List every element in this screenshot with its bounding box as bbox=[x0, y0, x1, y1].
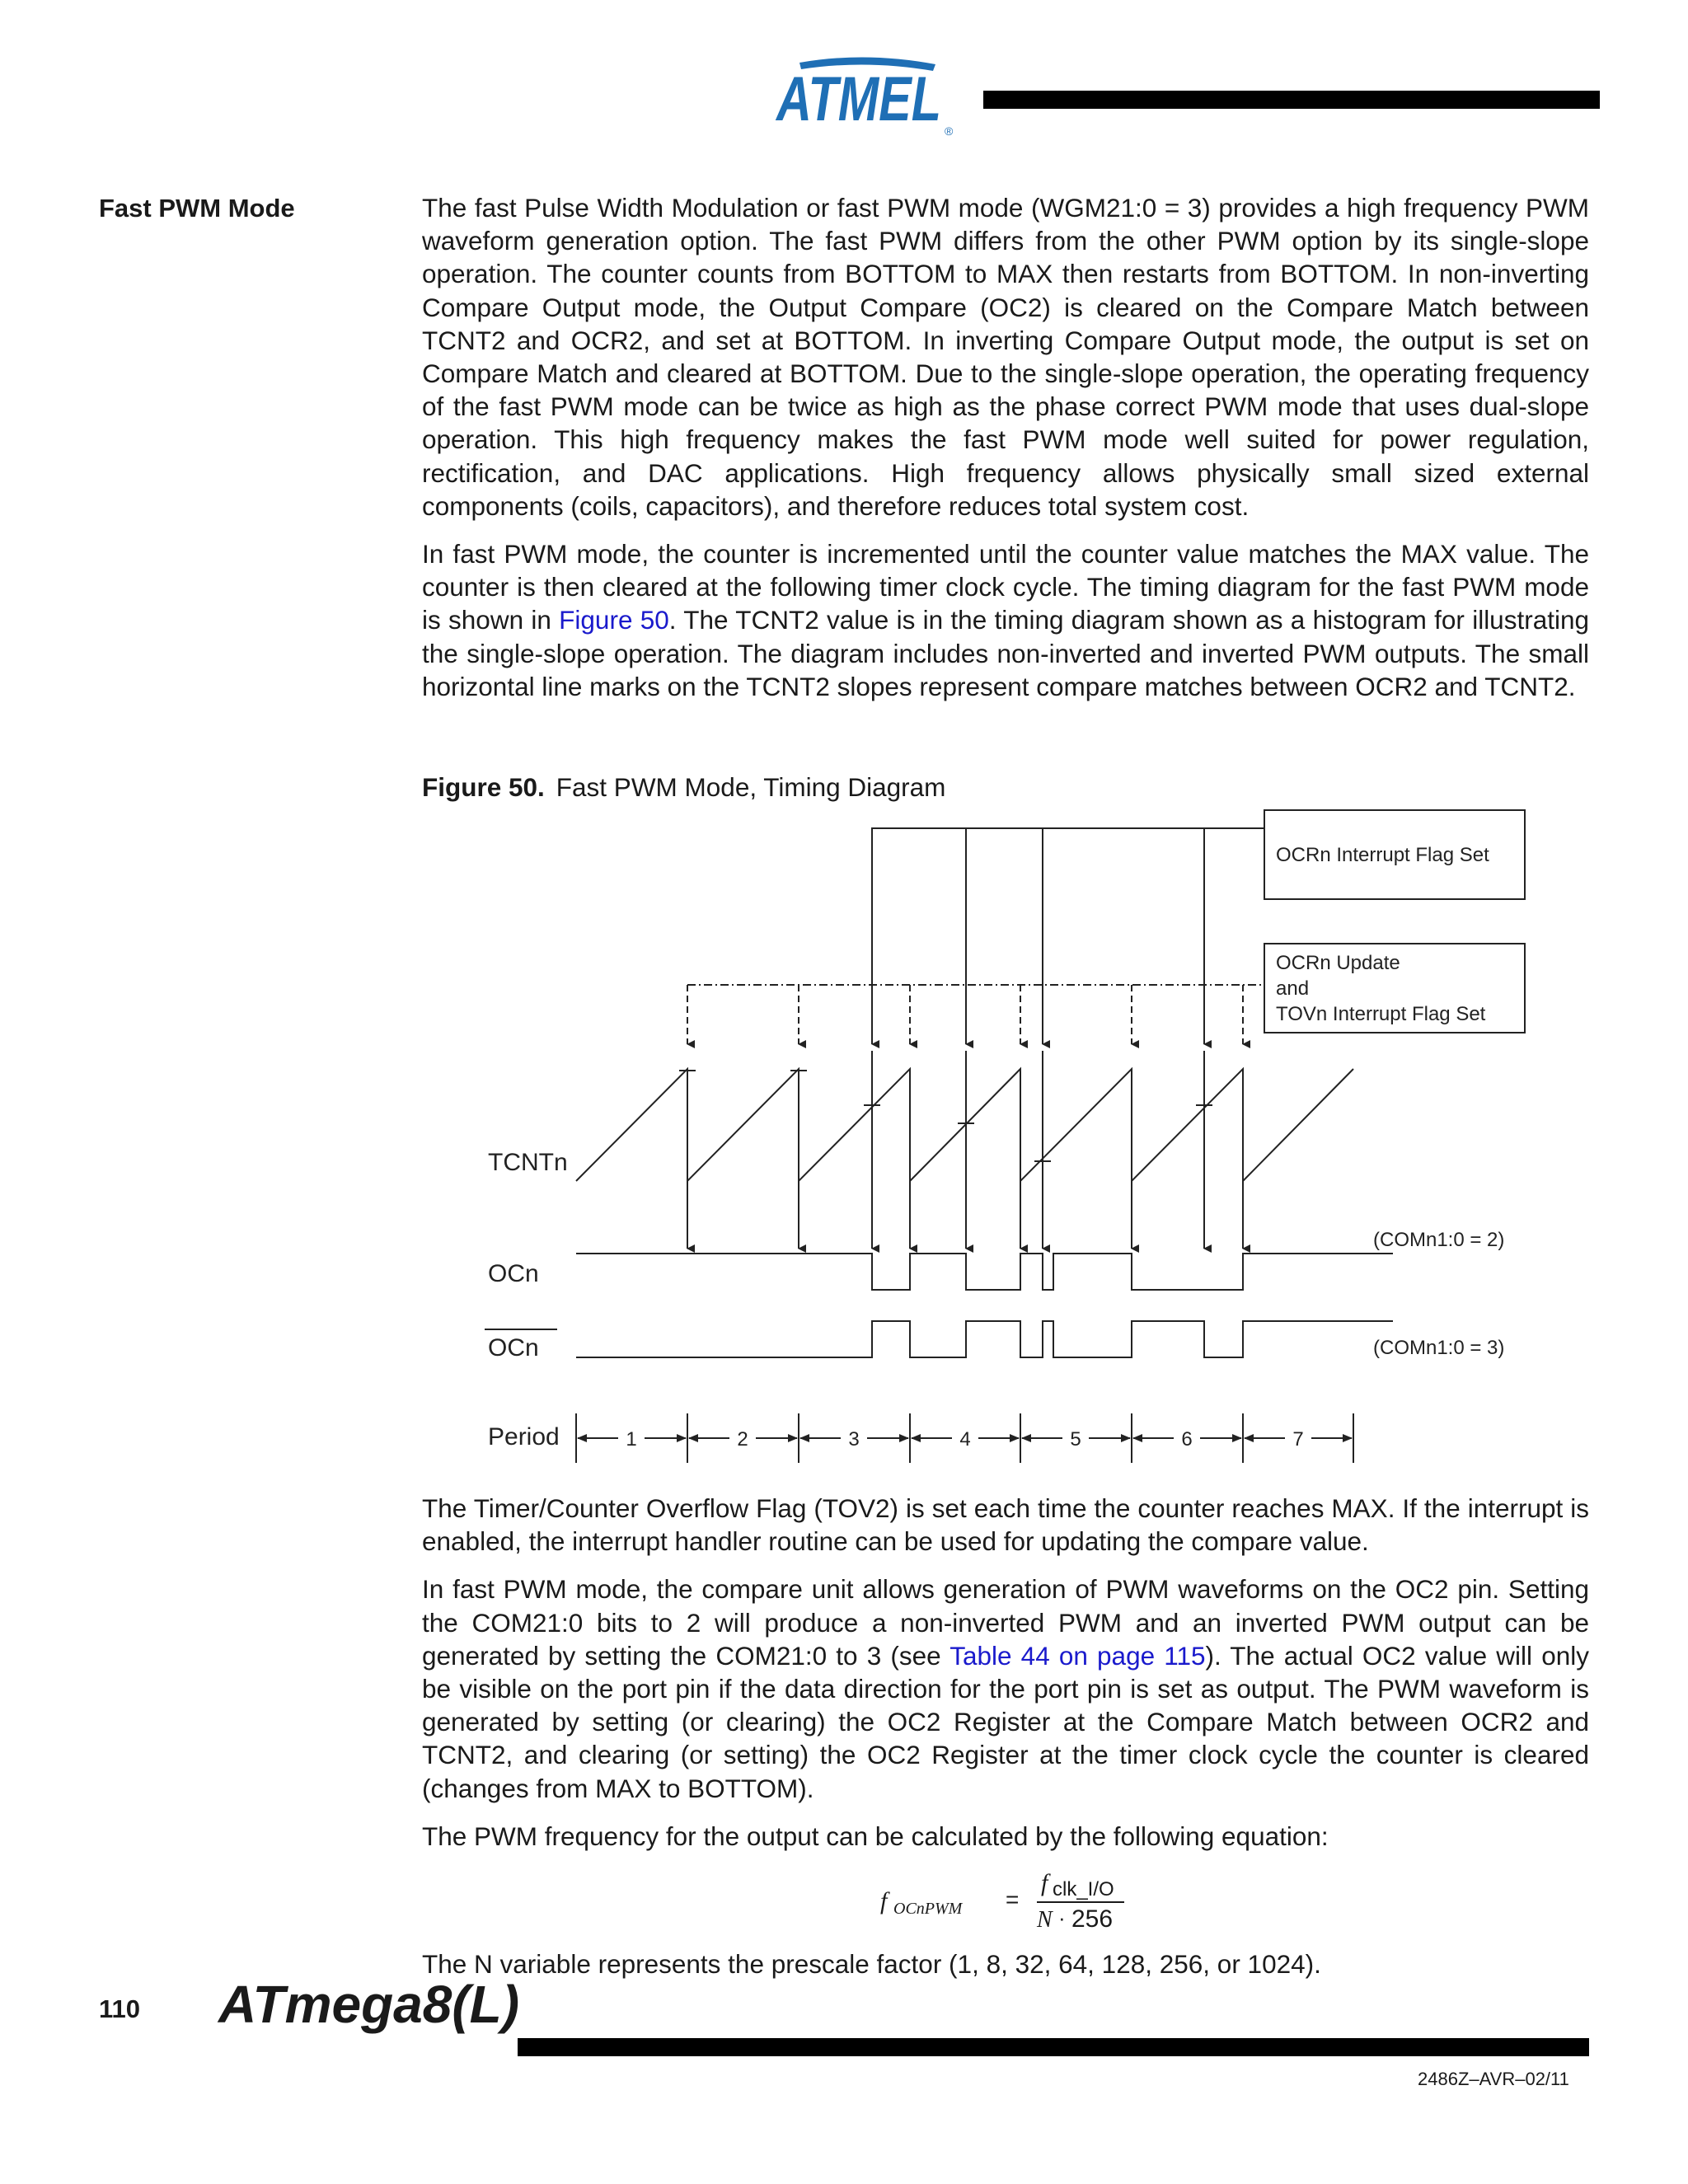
ocn-drop-arrows bbox=[687, 1051, 1243, 1249]
header-rule bbox=[983, 91, 1600, 109]
paragraph-intro: The fast Pulse Width Modulation or fast PWM mode (WGM21:0 = 3) provides a high frequency PWM waveform generation option. The fast PWM differs from the other PWM option by its single-slope operation. The counter counts from BOTTOM to MAX then restarts from BOTTOM. In non-inverting Compare Output mode, the Output Compare (OC2) is cleared on the Compare Match between TCNT2 and OCR2, and set at BOTTOM. In inverting Compare Output mode, the output is set on Compare Match and cleared at BOTTOM. Due to the single-slope operation, the operating frequency of the fast PWM mode can be twice as high as the phase correct PWM mode that uses dual-slope operation. This high frequency makes the fast PWM mode well suited for power regulation, rectification, and DAC applications. High frequency allows physically small sized external components (coils, capacitors), and therefore reduces total system cost. bbox=[422, 193, 1589, 521]
pwm-frequency-equation bbox=[874, 1868, 1137, 1930]
document-title: ATmega8(L) bbox=[218, 1975, 520, 2034]
paragraph-compare-unit bbox=[422, 1572, 1589, 1804]
period-label: Period bbox=[488, 1423, 560, 1451]
paragraph-overflow: The Timer/Counter Overflow Flag (TOV2) is set each time the counter reaches MAX. If the interrupt is enabled, the interrupt handler routine can be used for updating the compare value. bbox=[422, 1493, 1589, 1557]
tcnt-sawtooth bbox=[576, 1069, 1353, 1181]
page-number: 110 bbox=[99, 1994, 141, 2023]
com-inverted-label: (COMn1:0 = 3) bbox=[1373, 1337, 1505, 1359]
eq-lhs-f: f bbox=[880, 1887, 888, 1915]
paragraph-frequency: The PWM frequency for the output can be calculated by the following equation: bbox=[422, 1821, 1329, 1851]
svg-text:®: ® bbox=[945, 124, 954, 138]
body-text-top bbox=[422, 191, 1589, 718]
ocr-update-label-3: TOVn Interrupt Flag Set bbox=[1276, 1003, 1486, 1025]
document-code: 2486Z–AVR–02/11 bbox=[1418, 2069, 1569, 2089]
body-text-bottom bbox=[422, 1492, 1589, 1868]
period-4: 4 bbox=[959, 1428, 971, 1451]
period-3: 3 bbox=[848, 1428, 860, 1451]
eq-numerator-f: f bbox=[1041, 1869, 1048, 1896]
period-7: 7 bbox=[1292, 1428, 1304, 1451]
eq-numerator-subscript: clk_I/O bbox=[1053, 1878, 1114, 1900]
footer-rule bbox=[518, 2038, 1589, 2056]
figure-title: Fast PWM Mode, Timing Diagram bbox=[556, 772, 946, 802]
period-6: 6 bbox=[1181, 1428, 1193, 1451]
atmel-logo bbox=[775, 56, 964, 138]
eq-equals: = bbox=[1006, 1886, 1020, 1912]
table-44-link[interactable]: Table 44 on page 115 bbox=[950, 1640, 1206, 1671]
period-2: 2 bbox=[737, 1428, 748, 1451]
ocr-update-label-2: and bbox=[1276, 977, 1310, 1000]
eq-denominator-n: N bbox=[1037, 1907, 1053, 1930]
period-5: 5 bbox=[1070, 1428, 1081, 1451]
ocr-update-label-1: OCRn Update bbox=[1276, 952, 1400, 974]
eq-lhs-subscript: OCnPWM bbox=[893, 1900, 963, 1918]
paragraph-prescale: The N variable represents the prescale factor (1, 8, 32, 64, 128, 256, or 1024). bbox=[422, 1949, 1321, 1979]
ocn-waveform-a bbox=[576, 1254, 1204, 1290]
period-1: 1 bbox=[626, 1428, 637, 1451]
timing-diagram bbox=[462, 804, 1582, 1471]
ocn-inverted-waveform bbox=[576, 1321, 1393, 1357]
ocn-inverted-label: OCn bbox=[488, 1334, 539, 1361]
paragraph-timing-text-b: . The TCNT2 value is in the timing diagram shown as a histogram for illustrating the single-slope operation. The diagram includes non-inverted and inverted PWM outputs. The small horizontal line marks on the TCNT2 slopes represent compare matches between OCR2 and TCNT2. bbox=[422, 605, 1590, 701]
figure-caption bbox=[422, 772, 945, 803]
figure-50-link[interactable]: Figure 50 bbox=[559, 605, 669, 635]
svg-text:ATMEL: ATMEL bbox=[775, 64, 941, 134]
section-heading: Fast PWM Mode bbox=[99, 194, 295, 223]
ocn-waveform-unused bbox=[1132, 1254, 1204, 1290]
eq-denominator-dot: · bbox=[1058, 1905, 1066, 1930]
paragraph-compare-text-a: In fast PWM mode, the compare unit allows generation of PWM waveforms on the OC2 pin. Setting the COM21:0 bits to 2 will produce a non-inverted PWM and an inverted PWM output can be generated by setting the COM21:0 to 3 (see bbox=[422, 1574, 1589, 1671]
com-noninverted-label: (COMn1:0 = 2) bbox=[1373, 1229, 1505, 1251]
paragraph-compare-text-b: ). The actual OC2 value will only be visible on the port pin if the data direction for the port pin is set as output. The PWM waveform is generated by setting (or clearing) the OC2 Register at the Compare Match between OCR2 and TCNT2, and clearing (or setting) the OC2 Register at the timer clock cycle the counter is cleared (changes from MAX to BOTTOM). bbox=[422, 1640, 1589, 1803]
compare-bus-line bbox=[872, 828, 1264, 850]
figure-number: Figure 50. bbox=[422, 772, 545, 802]
paragraph-timing-text-a: In fast PWM mode, the counter is incremented until the counter value matches the MAX value. The counter is then cleared at the following timer clock cycle. The timing diagram for the fast PWM mode is shown in bbox=[422, 539, 1589, 635]
eq-denominator-value: 256 bbox=[1071, 1905, 1114, 1930]
ocn-waveform-b bbox=[1204, 1254, 1393, 1290]
ocr-interrupt-box-label: OCRn Interrupt Flag Set bbox=[1276, 844, 1489, 866]
tcnt-label: TCNTn bbox=[488, 1149, 568, 1176]
paragraph-timing bbox=[422, 537, 1589, 703]
ocn-label: OCn bbox=[488, 1260, 539, 1287]
